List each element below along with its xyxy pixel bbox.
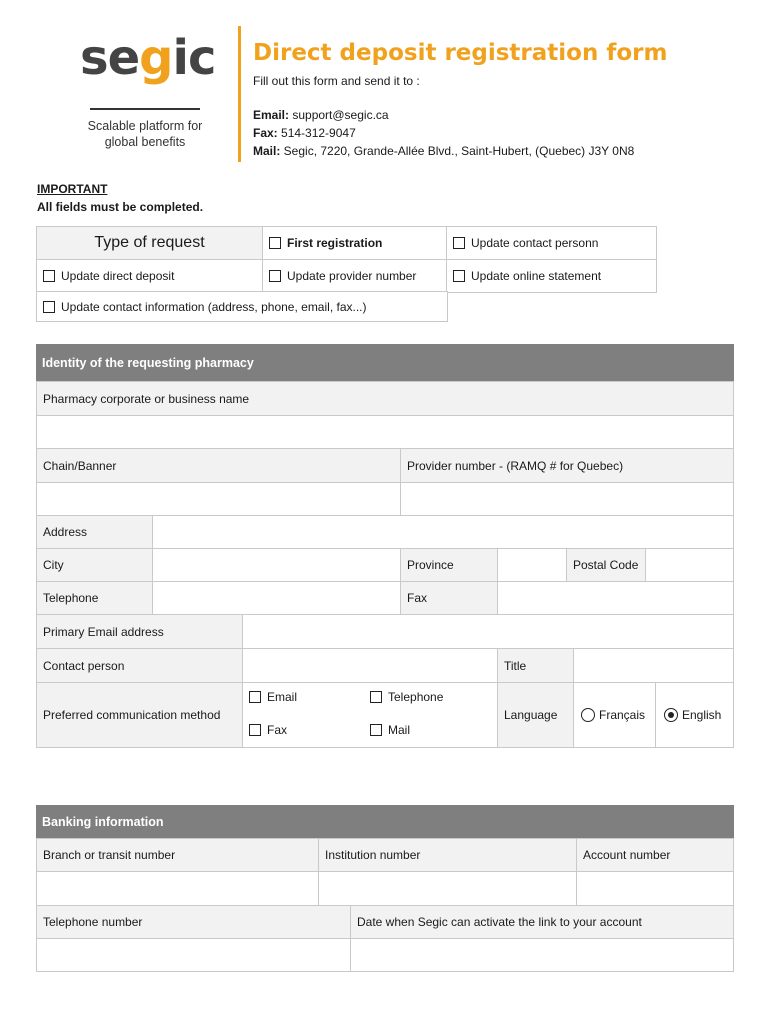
provider-field[interactable] — [400, 482, 734, 516]
city-field[interactable] — [152, 548, 401, 582]
fax-field[interactable] — [497, 581, 734, 615]
account-field[interactable] — [576, 871, 734, 906]
logo-tagline: Scalable platform for global benefits — [87, 119, 203, 149]
request-type-title: Type of request — [36, 226, 263, 260]
contact-mail: Mail: Segic, 7220, Grande-Allée Blvd., Saint-Hubert, (Quebec) J3Y 0N8 — [253, 144, 635, 158]
activation-date-field[interactable] — [350, 938, 734, 972]
telephone-label: Telephone — [36, 581, 153, 615]
segic-logo — [60, 30, 230, 160]
province-label: Province — [400, 548, 498, 582]
checkbox[interactable] — [269, 270, 281, 282]
radio-button-selected[interactable] — [664, 708, 678, 722]
important-note: IMPORTANT All fields must be completed. — [37, 182, 204, 214]
method-fax-option[interactable]: Fax — [249, 723, 287, 737]
corporate-name-field[interactable] — [36, 415, 734, 449]
bank-telephone-field[interactable] — [36, 938, 351, 972]
activation-date-label: Date when Segic can activate the link to your account — [350, 905, 734, 939]
checkbox[interactable] — [249, 724, 261, 736]
logo-wordmark: segic — [80, 30, 216, 86]
language-english-option[interactable]: English — [655, 682, 734, 748]
title-label: Title — [497, 648, 574, 683]
email-field[interactable] — [242, 614, 734, 649]
checkbox[interactable] — [43, 270, 55, 282]
method-mail-option[interactable]: Mail — [370, 723, 410, 737]
corporate-name-label: Pharmacy corporate or business name — [36, 381, 734, 416]
email-label: Primary Email address — [36, 614, 243, 649]
bank-telephone-label: Telephone number — [36, 905, 351, 939]
method-telephone-option[interactable]: Telephone — [370, 690, 443, 704]
provider-label: Provider number - (RAMQ # for Quebec) — [400, 448, 734, 483]
checkbox[interactable] — [269, 237, 281, 249]
address-field[interactable] — [152, 515, 734, 549]
city-label: City — [36, 548, 153, 582]
checkbox[interactable] — [453, 270, 465, 282]
checkbox[interactable] — [43, 301, 55, 313]
address-label: Address — [36, 515, 153, 549]
telephone-field[interactable] — [152, 581, 401, 615]
logo-divider — [90, 108, 200, 110]
language-francais-option[interactable]: Français — [573, 682, 656, 748]
account-label: Account number — [576, 838, 734, 872]
postal-code-label: Postal Code — [566, 548, 646, 582]
chain-field[interactable] — [36, 482, 401, 516]
pharmacy-section-header: Identity of the requesting pharmacy — [36, 344, 734, 382]
checkbox[interactable] — [370, 691, 382, 703]
title-field[interactable] — [573, 648, 734, 683]
institution-label: Institution number — [318, 838, 577, 872]
branch-label: Branch or transit number — [36, 838, 319, 872]
contact-email: Email: support@segic.ca — [253, 108, 389, 122]
request-update-contact-person[interactable]: Update contact personn — [446, 226, 657, 260]
postal-code-field[interactable] — [645, 548, 734, 582]
branch-field[interactable] — [36, 871, 319, 906]
form-title: Direct deposit registration form — [253, 40, 668, 66]
checkbox[interactable] — [453, 237, 465, 249]
chain-label: Chain/Banner — [36, 448, 401, 483]
checkbox[interactable] — [370, 724, 382, 736]
method-email-option[interactable]: Email — [249, 690, 297, 704]
request-first-registration[interactable]: First registration — [262, 226, 447, 260]
form-subtitle: Fill out this form and send it to : — [253, 74, 420, 88]
institution-field[interactable] — [318, 871, 577, 906]
radio-button[interactable] — [581, 708, 595, 722]
contact-person-label: Contact person — [36, 648, 243, 683]
request-update-direct-deposit[interactable]: Update direct deposit — [36, 259, 263, 292]
province-field[interactable] — [497, 548, 567, 582]
checkbox[interactable] — [249, 691, 261, 703]
pref-method-label: Preferred communication method — [36, 682, 243, 748]
header-divider — [238, 26, 241, 162]
request-update-provider-number[interactable]: Update provider number — [262, 259, 447, 292]
contact-person-field[interactable] — [242, 648, 498, 683]
language-label: Language — [497, 682, 574, 748]
contact-fax: Fax: 514-312-9047 — [253, 126, 356, 140]
request-update-online-statement[interactable]: Update online statement — [446, 259, 657, 293]
fax-label: Fax — [400, 581, 498, 615]
banking-section-header: Banking information — [36, 805, 734, 839]
request-update-contact-info[interactable]: Update contact information (address, phone, email, fax...) — [36, 291, 448, 322]
